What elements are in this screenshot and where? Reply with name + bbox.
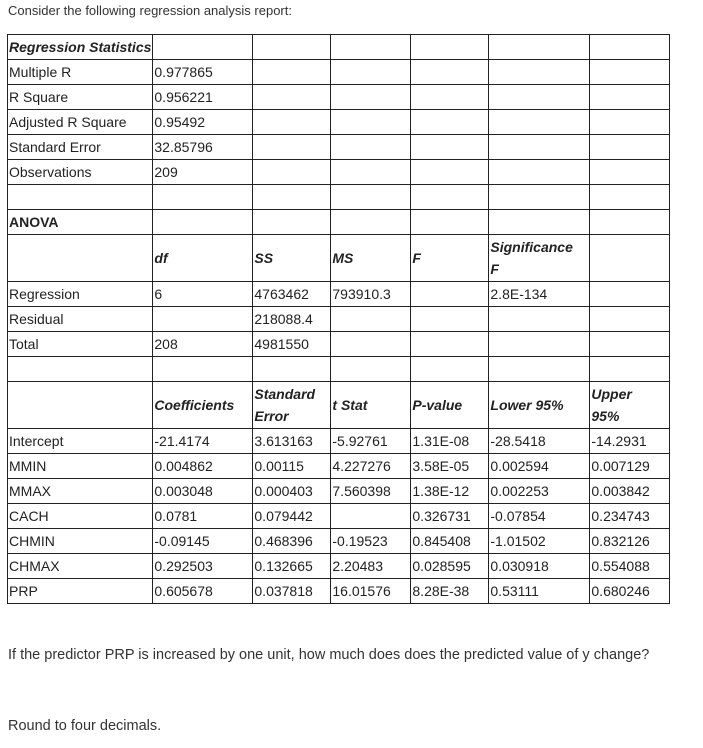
coef-row <box>8 454 670 479</box>
coef-p: 0.028595 <box>411 554 489 579</box>
coef-se: 0.037818 <box>253 579 331 604</box>
coef-value: 0.004862 <box>153 454 253 479</box>
reg-stat-label: R Square <box>8 85 153 110</box>
coef-value: 0.605678 <box>153 579 253 604</box>
coef-label: CHMIN <box>8 529 153 554</box>
intro-text: Consider the following regression analysis report: <box>8 3 292 18</box>
coef-value: -0.09145 <box>153 529 253 554</box>
coef-label: PRP <box>8 579 153 604</box>
reg-stat-value: 32.85796 <box>153 135 253 160</box>
anova-ms <box>331 307 411 332</box>
coef-label: MMIN <box>8 454 153 479</box>
anova-header-significance: Significance F <box>489 235 590 282</box>
anova-ss: 218088.4 <box>253 307 331 332</box>
coef-t <box>331 504 411 529</box>
coef-value: 0.003048 <box>153 479 253 504</box>
coef-lower: 0.002253 <box>489 479 590 504</box>
coef-t: 7.560398 <box>331 479 411 504</box>
coef-header-row <box>8 382 670 429</box>
coef-se: 0.000403 <box>253 479 331 504</box>
coef-label: Intercept <box>8 429 153 454</box>
reg-stat-label: Multiple R <box>8 60 153 85</box>
anova-row <box>8 307 670 332</box>
coef-header-t-stat: t Stat <box>331 382 411 429</box>
anova-f <box>411 332 489 357</box>
anova-f <box>411 282 489 307</box>
reg-stat-label: Observations <box>8 160 153 185</box>
anova-ss: 4981550 <box>253 332 331 357</box>
anova-label: Regression <box>8 282 153 307</box>
coef-label: CACH <box>8 504 153 529</box>
anova-ms: 793910.3 <box>331 282 411 307</box>
coef-lower: -1.01502 <box>489 529 590 554</box>
coef-row <box>8 554 670 579</box>
coef-header-coefficients: Coefficients <box>153 382 253 429</box>
coef-value: -21.4174 <box>153 429 253 454</box>
anova-sig: 2.8E-134 <box>489 282 590 307</box>
coef-value: 0.292503 <box>153 554 253 579</box>
anova-row <box>8 282 670 307</box>
anova-heading-row <box>8 210 670 235</box>
rounding-instruction: Round to four decimals. <box>8 718 162 734</box>
coef-row <box>8 429 670 454</box>
anova-df: 6 <box>153 282 253 307</box>
coef-t: -5.92761 <box>331 429 411 454</box>
anova-df: 208 <box>153 332 253 357</box>
coef-se: 0.468396 <box>253 529 331 554</box>
coef-header-lower-95: Lower 95% <box>489 382 590 429</box>
coef-upper: 0.007129 <box>590 454 670 479</box>
coef-lower: 0.002594 <box>489 454 590 479</box>
coef-upper: 0.680246 <box>590 579 670 604</box>
coef-label: MMAX <box>8 479 153 504</box>
coef-header-standard-error: Standard Error <box>253 382 331 429</box>
reg-stat-label: Standard Error <box>8 135 153 160</box>
anova-header-ms: MS <box>331 235 411 282</box>
coef-se: 0.00115 <box>253 454 331 479</box>
reg-stat-row <box>8 135 670 160</box>
empty-row <box>8 185 670 210</box>
reg-stat-row <box>8 110 670 135</box>
empty-row <box>8 357 670 382</box>
coef-upper: 0.832126 <box>590 529 670 554</box>
reg-stat-row <box>8 160 670 185</box>
coef-t: -0.19523 <box>331 529 411 554</box>
anova-sig <box>489 332 590 357</box>
reg-stat-value: 0.956221 <box>153 85 253 110</box>
coef-header-p-value: P-value <box>411 382 489 429</box>
anova-heading: ANOVA <box>8 210 153 235</box>
coef-p: 3.58E-05 <box>411 454 489 479</box>
reg-stats-heading-row <box>8 35 670 60</box>
coef-upper: 0.003842 <box>590 479 670 504</box>
reg-stat-label: Adjusted R Square <box>8 110 153 135</box>
coef-p: 0.326731 <box>411 504 489 529</box>
anova-header-f: F <box>411 235 489 282</box>
anova-sig <box>489 307 590 332</box>
anova-label: Residual <box>8 307 153 332</box>
reg-stat-value: 209 <box>153 160 253 185</box>
coef-se: 0.079442 <box>253 504 331 529</box>
coef-row <box>8 479 670 504</box>
anova-header-row <box>8 235 670 282</box>
coef-t: 4.227276 <box>331 454 411 479</box>
coef-row <box>8 504 670 529</box>
anova-row <box>8 332 670 357</box>
anova-df <box>153 307 253 332</box>
coef-upper: 0.554088 <box>590 554 670 579</box>
question-text: If the predictor PRP is increased by one unit, how much does does the predicted value of y change? <box>8 647 650 663</box>
regression-report-table <box>7 34 670 604</box>
coef-p: 1.31E-08 <box>411 429 489 454</box>
coef-lower: 0.53111 <box>489 579 590 604</box>
anova-header-ss: SS <box>253 235 331 282</box>
coef-t: 16.01576 <box>331 579 411 604</box>
reg-stat-value: 0.977865 <box>153 60 253 85</box>
coef-upper: -14.2931 <box>590 429 670 454</box>
anova-label: Total <box>8 332 153 357</box>
coef-p: 1.38E-12 <box>411 479 489 504</box>
coef-header-upper-95: Upper 95% <box>590 382 670 429</box>
coef-t: 2.20483 <box>331 554 411 579</box>
coef-lower: -28.5418 <box>489 429 590 454</box>
coef-lower: -0.07854 <box>489 504 590 529</box>
coef-p: 8.28E-38 <box>411 579 489 604</box>
anova-ms <box>331 332 411 357</box>
reg-stats-heading: Regression Statistics <box>8 35 153 60</box>
reg-stat-row <box>8 60 670 85</box>
reg-stat-value: 0.95492 <box>153 110 253 135</box>
coef-row <box>8 529 670 554</box>
reg-stat-row <box>8 85 670 110</box>
coef-se: 0.132665 <box>253 554 331 579</box>
anova-header-df: df <box>153 235 253 282</box>
coef-se: 3.613163 <box>253 429 331 454</box>
anova-f <box>411 307 489 332</box>
coef-row <box>8 579 670 604</box>
coef-lower: 0.030918 <box>489 554 590 579</box>
coef-upper: 0.234743 <box>590 504 670 529</box>
coef-value: 0.0781 <box>153 504 253 529</box>
coef-p: 0.845408 <box>411 529 489 554</box>
coef-label: CHMAX <box>8 554 153 579</box>
anova-ss: 4763462 <box>253 282 331 307</box>
